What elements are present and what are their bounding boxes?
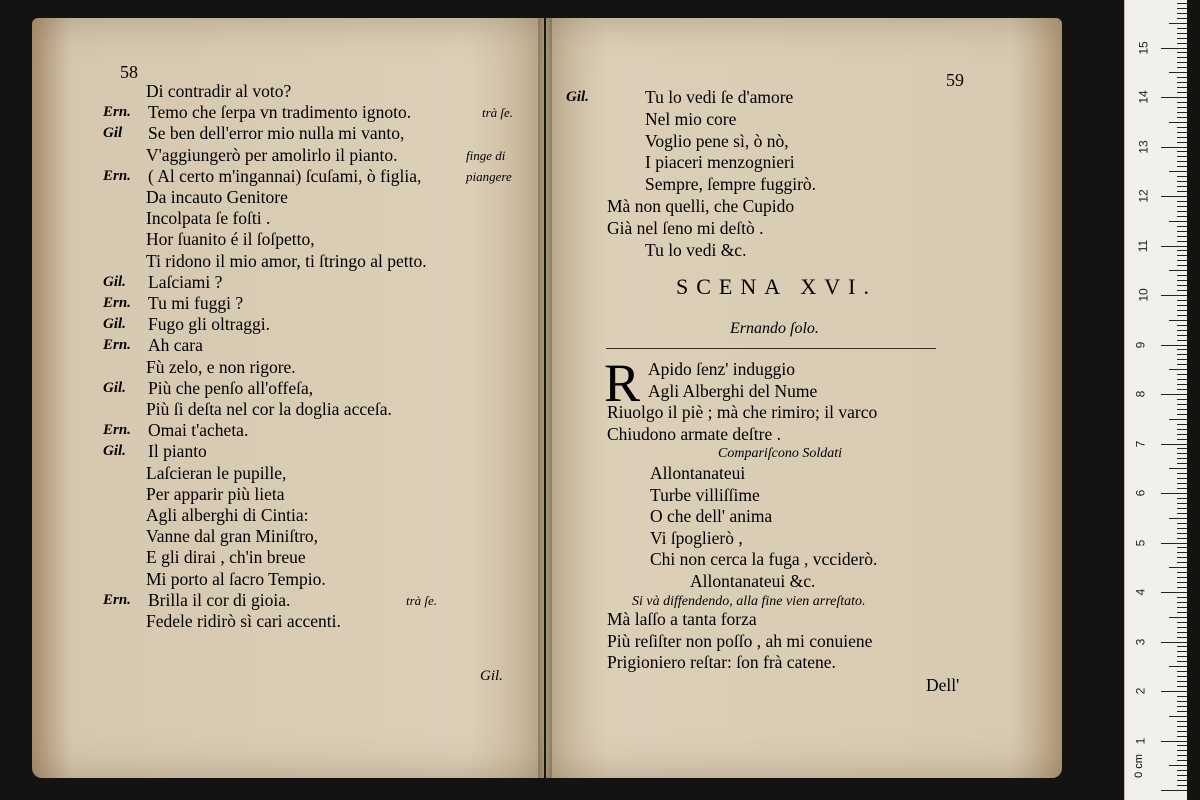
ruler-tick (1177, 77, 1187, 78)
verse-line: Nel mio core (645, 108, 737, 129)
ruler-tick (1169, 72, 1187, 73)
verse-line: Ti ridono il mio amor, ti ſtringo al petto. (146, 250, 427, 271)
ruler-tick (1177, 473, 1187, 474)
ruler-tick (1177, 349, 1187, 350)
speaker-label: Ern. (103, 337, 131, 354)
speaker-label: Ern. (103, 591, 131, 608)
book-gutter (538, 18, 552, 778)
verse-line: Più che penſo all'offeſa, (148, 377, 314, 398)
ruler-tick (1177, 186, 1187, 187)
ruler-tick (1177, 132, 1187, 133)
ruler-unit: 0 cm (1132, 754, 1145, 778)
ruler-tick (1161, 394, 1187, 395)
verse-line: Agli Alberghi del Nume (648, 380, 818, 401)
ruler-tick (1177, 156, 1187, 157)
verse-line: Già nel ſeno mi deſtò . (607, 217, 764, 238)
ruler-tick (1177, 513, 1187, 514)
stage-note: trà ſe. (406, 592, 438, 608)
ruler-tick (1177, 176, 1187, 177)
ruler-tick (1177, 260, 1187, 261)
ruler-tick (1177, 538, 1187, 539)
ruler-tick (1177, 181, 1187, 182)
verse-line: Ah cara (148, 335, 203, 356)
ruler-tick (1177, 597, 1187, 598)
ruler-tick (1161, 790, 1187, 791)
verse-line: Di contradir al voto? (146, 81, 292, 101)
ruler-tick (1177, 92, 1187, 93)
ruler-number: 10 (1136, 288, 1151, 302)
speaker-label: Ern. (103, 422, 131, 439)
ruler-tick (1177, 587, 1187, 588)
ruler-tick (1177, 389, 1187, 390)
ruler-tick (1169, 617, 1187, 618)
verse-line: Agli alberghi di Cintia: (146, 505, 309, 525)
ruler-tick (1177, 577, 1187, 578)
scene-subtitle: Ernando ſolo. (730, 320, 819, 337)
ruler-tick (1177, 651, 1187, 652)
ruler-tick (1169, 468, 1187, 469)
ruler-tick (1177, 409, 1187, 410)
ruler-tick (1161, 493, 1187, 494)
ruler-tick (1177, 38, 1187, 39)
verse-line: Voglio pene sì, ò nò, (645, 130, 789, 151)
verse-line: Allontanateui &c. (690, 570, 816, 591)
ruler-tick (1177, 453, 1187, 454)
ruler-tick (1177, 483, 1187, 484)
catchword: Gil. (480, 668, 503, 684)
ruler-tick (1177, 340, 1187, 341)
ruler-tick (1177, 127, 1187, 128)
stage-note: trà ſe. (482, 105, 514, 121)
ruler-number: 3 (1133, 638, 1148, 645)
ruler-tick (1177, 87, 1187, 88)
ruler-tick (1177, 478, 1187, 479)
ruler-number: 11 (1136, 239, 1151, 252)
speaker-label: Ern. (103, 295, 131, 311)
ruler-tick (1177, 13, 1187, 14)
ruler-tick (1177, 102, 1187, 103)
ruler-tick (1177, 305, 1187, 306)
verse-line: Apido ſenz' induggio (648, 359, 796, 379)
ruler-tick (1177, 429, 1187, 430)
verse-line: Vi ſpoglierò , (650, 527, 743, 548)
speaker-label: Gil. (103, 316, 126, 333)
ruler-tick (1177, 166, 1187, 167)
ruler-tick (1177, 3, 1187, 4)
verse-line: Tu lo vedi &c. (645, 239, 747, 260)
verse-line: Il pianto (148, 441, 207, 462)
ruler-tick (1177, 142, 1187, 143)
ruler-tick (1169, 518, 1187, 519)
ruler-tick (1177, 582, 1187, 583)
verse-line: Temo che ſerpa vn tradimento ignoto. (148, 102, 412, 123)
speaker-label: Ern. (103, 167, 131, 184)
ruler-tick (1177, 201, 1187, 202)
ruler-tick (1169, 23, 1187, 24)
ruler-tick (1177, 770, 1187, 771)
ruler-tick (1161, 246, 1187, 247)
ruler-tick (1177, 315, 1187, 316)
ruler-tick (1169, 666, 1187, 667)
ruler-tick (1177, 107, 1187, 108)
ruler-tick (1177, 750, 1187, 751)
ruler-tick (1177, 434, 1187, 435)
ruler-tick (1169, 369, 1187, 370)
ruler-tick (1177, 488, 1187, 489)
verse-line: Da incauto Genitore (146, 187, 288, 207)
ruler-tick (1177, 359, 1187, 360)
ruler-tick (1177, 508, 1187, 509)
ruler-tick (1177, 736, 1187, 737)
ruler-tick (1177, 33, 1187, 34)
ruler-tick (1177, 661, 1187, 662)
verse-line: Mi porto al ſacro Tempio. (146, 568, 326, 589)
ruler-tick (1177, 602, 1187, 603)
ruler-number: 9 (1133, 341, 1148, 348)
ruler-tick (1177, 137, 1187, 138)
verse-line: Più reſiſter non poſſo , ah mi conuiene (607, 630, 873, 651)
ruler-tick (1161, 592, 1187, 593)
verse-line: ( Al certo m'ingannai) ſcuſami, ò figlia, (148, 165, 422, 186)
ruler-tick (1177, 745, 1187, 746)
ruler-tick (1177, 117, 1187, 118)
ruler-number: 7 (1133, 440, 1148, 447)
ruler-tick (1177, 112, 1187, 113)
ruler-tick (1177, 533, 1187, 534)
scene-title: SCENA XVI. (676, 274, 878, 299)
verse-line: Mà non quelli, che Cupido (607, 196, 795, 216)
ruler-tick (1177, 285, 1187, 286)
verse-line: Chi non cerca la fuga , vcciderò. (650, 549, 878, 569)
ruler-tick (1177, 28, 1187, 29)
ruler-tick (1177, 726, 1187, 727)
ruler-tick (1161, 741, 1187, 742)
ruler-number: 5 (1133, 539, 1148, 546)
ruler-number: 4 (1133, 588, 1148, 596)
stage-direction: Si và diffendendo, alla fine vien arreſtato. (632, 594, 866, 609)
ruler-tick (1177, 231, 1187, 232)
page-number: 59 (946, 70, 964, 90)
ruler-tick (1161, 543, 1187, 544)
ruler-tick (1161, 295, 1187, 296)
ruler-tick (1177, 354, 1187, 355)
speaker-label: Gil. (103, 273, 126, 290)
ruler-tick (1177, 250, 1187, 251)
ruler-tick (1177, 775, 1187, 776)
verse-line: Per apparir più lieta (146, 483, 285, 504)
ruler-tick (1177, 161, 1187, 162)
ruler-tick (1177, 686, 1187, 687)
ruler-tick (1169, 221, 1187, 222)
ruler-tick (1177, 607, 1187, 608)
ruler-tick (1177, 622, 1187, 623)
ruler-tick (1177, 523, 1187, 524)
verse-line: Brilla il cor di gioia. (148, 589, 291, 610)
ruler-tick (1177, 275, 1187, 276)
ruler-tick (1177, 706, 1187, 707)
ruler-tick (1177, 18, 1187, 19)
divider-rule (606, 348, 936, 349)
ruler-tick (1177, 62, 1187, 63)
speaker-label: Gil (103, 125, 123, 142)
ruler-tick (1177, 52, 1187, 53)
ruler-tick (1177, 572, 1187, 573)
ruler-tick (1169, 765, 1187, 766)
ruler-tick (1177, 503, 1187, 504)
ruler-tick (1177, 711, 1187, 712)
ruler-number: 6 (1133, 489, 1148, 497)
verse-line: Omai t'acheta. (148, 420, 249, 441)
ruler-tick (1177, 760, 1187, 761)
catchword: Dell' (926, 675, 960, 695)
speaker-label: Gil. (566, 89, 589, 105)
verse-line: Vanne dal gran Miniſtro, (146, 526, 319, 547)
ruler-tick (1177, 43, 1187, 44)
ruler-tick (1177, 57, 1187, 58)
ruler-tick (1177, 330, 1187, 331)
stage-note: piangere (466, 168, 512, 184)
ruler-tick (1169, 122, 1187, 123)
verse-line: Riuolgo il piè ; mà che rimiro; il varco (607, 402, 878, 422)
ruler-tick (1177, 780, 1187, 781)
stage-note: finge di (466, 147, 506, 163)
ruler-tick (1161, 691, 1187, 692)
ruler-number: 14 (1136, 90, 1151, 104)
verse-line: I piaceri menzognieri (645, 152, 795, 173)
speaker-label: Ern. (103, 104, 131, 121)
verse-line: Hor ſuanito é il ſoſpetto, (146, 229, 315, 250)
verse-line: Se ben dell'error mio nulla mi vanto, (148, 123, 405, 144)
ruler-tick (1177, 696, 1187, 697)
ruler-number: 12 (1136, 189, 1151, 203)
verse-line: Turbe villiſſime (650, 484, 760, 505)
ruler-number: 13 (1136, 139, 1151, 154)
ruler-tick (1177, 557, 1187, 558)
ruler-tick (1177, 646, 1187, 647)
ruler-tick (1177, 612, 1187, 613)
verse-line: V'aggiungerò per amolirlo il pianto. (146, 144, 398, 165)
ruler-tick (1169, 716, 1187, 717)
verse-line: Laſciami ? (148, 271, 223, 292)
ruler-number: 2 (1133, 687, 1148, 695)
ruler-tick (1177, 552, 1187, 553)
ruler-tick (1177, 280, 1187, 281)
ruler-tick (1161, 196, 1187, 197)
ruler-tick (1177, 265, 1187, 266)
ruler-tick (1177, 310, 1187, 311)
verse-line: Fugo gli oltraggi. (148, 314, 271, 335)
ruler-tick (1177, 463, 1187, 464)
ruler-tick (1177, 498, 1187, 499)
stage-direction: Compariſcono Soldati (718, 446, 843, 461)
ruler-tick (1177, 755, 1187, 756)
ruler-number: 1 (1133, 737, 1148, 744)
ruler-tick (1177, 290, 1187, 291)
speaker-label: Gil. (103, 379, 126, 396)
speaker-label: Gil. (103, 443, 126, 460)
ruler-tick (1177, 364, 1187, 365)
ruler-tick (1177, 547, 1187, 548)
ruler-tick (1177, 637, 1187, 638)
ruler-tick (1177, 211, 1187, 212)
verse-line: Sempre, ſempre fuggirò. (645, 174, 817, 195)
ruler-tick (1177, 562, 1187, 563)
verse-line: Mà laſſo a tanta forza (607, 609, 757, 629)
ruler-tick (1177, 216, 1187, 217)
ruler-tick (1161, 642, 1187, 643)
verse-line: Più ſi deſta nel cor la doglia acceſa. (146, 399, 392, 419)
ruler-tick (1169, 320, 1187, 321)
ruler-tick (1161, 97, 1187, 98)
ruler-tick (1177, 731, 1187, 732)
ruler-tick (1177, 632, 1187, 633)
ruler-tick (1161, 345, 1187, 346)
ruler-tick (1177, 701, 1187, 702)
ruler-tick (1177, 676, 1187, 677)
ruler-tick (1177, 528, 1187, 529)
ruler-tick (1169, 419, 1187, 420)
ruler-tick (1177, 226, 1187, 227)
ruler-tick (1177, 404, 1187, 405)
measuring-ruler (1124, 0, 1187, 800)
ruler-number: 15 (1136, 40, 1151, 55)
verse-line: Fù zelo, e non rigore. (146, 356, 296, 377)
verse-line: Prigioniero reſtar: ſon frà catene. (607, 652, 836, 672)
ruler-tick (1177, 236, 1187, 237)
ruler-number: 8 (1133, 390, 1148, 398)
ruler-tick (1177, 414, 1187, 415)
verse-line: O che dell' anima (650, 506, 773, 526)
ruler-tick (1177, 721, 1187, 722)
ruler-tick (1177, 206, 1187, 207)
ruler-tick (1177, 82, 1187, 83)
ruler-tick (1177, 67, 1187, 68)
ruler-tick (1177, 335, 1187, 336)
ruler-tick (1177, 241, 1187, 242)
ruler-tick (1177, 374, 1187, 375)
ruler-tick (1169, 171, 1187, 172)
ruler-tick (1177, 458, 1187, 459)
ruler-tick (1177, 671, 1187, 672)
verse-line: Tu lo vedi ſe d'amore (645, 87, 794, 107)
ruler-tick (1177, 681, 1187, 682)
page-number: 58 (120, 62, 138, 82)
ruler-tick (1177, 448, 1187, 449)
verse-line: Incolpata ſe foſti . (146, 208, 271, 229)
ruler-tick (1177, 325, 1187, 326)
ruler-tick (1177, 255, 1187, 256)
ruler-tick (1177, 151, 1187, 152)
ruler-tick (1177, 399, 1187, 400)
ruler-tick (1161, 48, 1187, 49)
ruler-tick (1161, 444, 1187, 445)
ruler-tick (1169, 567, 1187, 568)
verse-line: Tu mi fuggi ? (148, 293, 244, 313)
verse-line: Fedele ridirò sì cari accenti. (146, 611, 341, 631)
verse-line: Chiudono armate deſtre . (607, 423, 781, 444)
ruler-tick (1177, 785, 1187, 786)
ruler-tick (1177, 8, 1187, 9)
ruler-tick (1177, 191, 1187, 192)
verse-line: E gli dirai , ch'in breue (146, 547, 306, 568)
ruler-tick (1177, 627, 1187, 628)
drop-cap: R (604, 353, 641, 413)
ruler-tick (1177, 300, 1187, 301)
verse-line: Laſcieran le pupille, (146, 462, 287, 483)
verse-line: Allontanateui (650, 463, 746, 483)
ruler-tick (1177, 424, 1187, 425)
ruler-tick (1169, 270, 1187, 271)
ruler-tick (1161, 147, 1187, 148)
ruler-tick (1177, 384, 1187, 385)
ruler-tick (1177, 379, 1187, 380)
ruler-tick (1177, 439, 1187, 440)
ruler-tick (1177, 656, 1187, 657)
